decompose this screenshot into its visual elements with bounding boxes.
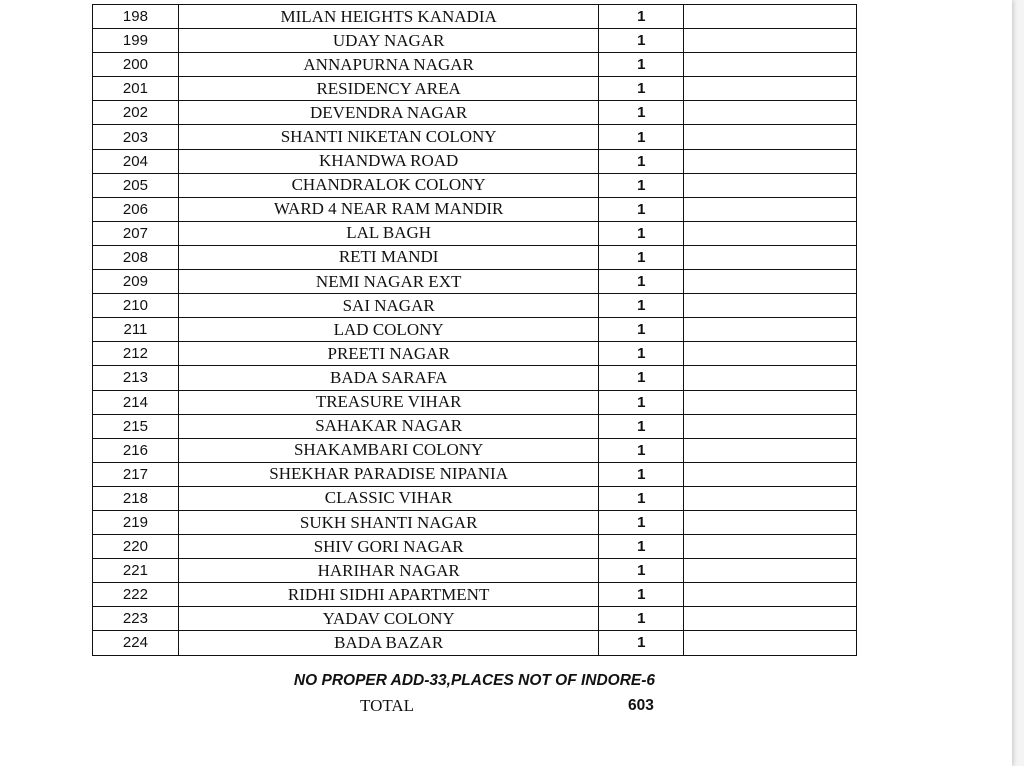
place-name: TREASURE VIHAR xyxy=(178,390,599,414)
place-name: SUKH SHANTI NAGAR xyxy=(178,510,599,534)
empty-cell xyxy=(684,631,857,655)
count-value: 1 xyxy=(599,583,684,607)
count-value: 1 xyxy=(599,535,684,559)
count-value: 1 xyxy=(599,173,684,197)
empty-cell xyxy=(684,221,857,245)
row-number: 223 xyxy=(93,607,179,631)
row-number: 208 xyxy=(93,245,179,269)
count-value: 1 xyxy=(599,29,684,53)
count-value: 1 xyxy=(599,197,684,221)
place-name: LAL BAGH xyxy=(178,221,599,245)
empty-cell xyxy=(684,607,857,631)
empty-cell xyxy=(684,5,857,29)
row-number: 205 xyxy=(93,173,179,197)
empty-cell xyxy=(684,149,857,173)
count-value: 1 xyxy=(599,559,684,583)
row-number: 216 xyxy=(93,438,179,462)
place-name: ANNAPURNA NAGAR xyxy=(178,53,599,77)
place-name: CLASSIC VIHAR xyxy=(178,486,599,510)
count-value: 1 xyxy=(599,607,684,631)
empty-cell xyxy=(684,77,857,101)
table-row xyxy=(93,221,857,245)
row-number: 222 xyxy=(93,583,179,607)
count-value: 1 xyxy=(599,462,684,486)
table-row xyxy=(93,510,857,534)
count-value: 1 xyxy=(599,342,684,366)
total-value: 603 xyxy=(628,697,654,714)
place-name: YADAV COLONY xyxy=(178,607,599,631)
count-value: 1 xyxy=(599,294,684,318)
table-row xyxy=(93,535,857,559)
count-value: 1 xyxy=(599,221,684,245)
table-row xyxy=(93,245,857,269)
row-number: 213 xyxy=(93,366,179,390)
place-name: MILAN HEIGHTS KANADIA xyxy=(178,5,599,29)
empty-cell xyxy=(684,510,857,534)
table-row xyxy=(93,414,857,438)
place-name: PREETI NAGAR xyxy=(178,342,599,366)
place-name: SHEKHAR PARADISE NIPANIA xyxy=(178,462,599,486)
empty-cell xyxy=(684,29,857,53)
place-name: SHAKAMBARI COLONY xyxy=(178,438,599,462)
place-name: SAHAKAR NAGAR xyxy=(178,414,599,438)
total-label: TOTAL xyxy=(360,696,415,715)
place-name: RESIDENCY AREA xyxy=(178,77,599,101)
row-number: 215 xyxy=(93,414,179,438)
row-number: 207 xyxy=(93,221,179,245)
empty-cell xyxy=(684,53,857,77)
table-row xyxy=(93,149,857,173)
table-row xyxy=(93,294,857,318)
table-row xyxy=(93,318,857,342)
empty-cell xyxy=(684,197,857,221)
count-value: 1 xyxy=(599,390,684,414)
empty-cell xyxy=(684,559,857,583)
table-row xyxy=(93,125,857,149)
places-table xyxy=(92,4,857,656)
empty-cell xyxy=(684,173,857,197)
count-value: 1 xyxy=(599,318,684,342)
row-number: 220 xyxy=(93,535,179,559)
table-row xyxy=(93,559,857,583)
place-name: HARIHAR NAGAR xyxy=(178,559,599,583)
row-number: 202 xyxy=(93,101,179,125)
place-name: WARD 4 NEAR RAM MANDIR xyxy=(178,197,599,221)
empty-cell xyxy=(684,342,857,366)
row-number: 210 xyxy=(93,294,179,318)
table-row xyxy=(93,77,857,101)
table-row xyxy=(93,631,857,655)
table-row xyxy=(93,29,857,53)
table-row xyxy=(93,197,857,221)
empty-cell xyxy=(684,438,857,462)
empty-cell xyxy=(684,583,857,607)
row-number: 206 xyxy=(93,197,179,221)
count-value: 1 xyxy=(599,245,684,269)
empty-cell xyxy=(684,101,857,125)
empty-cell xyxy=(684,294,857,318)
table-row xyxy=(93,607,857,631)
place-name: SAI NAGAR xyxy=(178,294,599,318)
count-value: 1 xyxy=(599,77,684,101)
table-row xyxy=(93,438,857,462)
place-name: SHANTI NIKETAN COLONY xyxy=(178,125,599,149)
empty-cell xyxy=(684,390,857,414)
row-number: 211 xyxy=(93,318,179,342)
place-name: CHANDRALOK COLONY xyxy=(178,173,599,197)
count-value: 1 xyxy=(599,101,684,125)
row-number: 200 xyxy=(93,53,179,77)
count-value: 1 xyxy=(599,438,684,462)
table-row xyxy=(93,53,857,77)
row-number: 212 xyxy=(93,342,179,366)
place-name: RIDHI SIDHI APARTMENT xyxy=(178,583,599,607)
count-value: 1 xyxy=(599,125,684,149)
empty-cell xyxy=(684,535,857,559)
count-value: 1 xyxy=(599,53,684,77)
row-number: 217 xyxy=(93,462,179,486)
place-name: SHIV GORI NAGAR xyxy=(178,535,599,559)
count-value: 1 xyxy=(599,5,684,29)
count-value: 1 xyxy=(599,510,684,534)
row-number: 199 xyxy=(93,29,179,53)
table-row xyxy=(93,366,857,390)
table-row xyxy=(93,101,857,125)
footer-note: NO PROPER ADD-33,PLACES NOT OF INDORE-6 xyxy=(293,672,656,689)
table-row xyxy=(93,5,857,29)
row-number: 214 xyxy=(93,390,179,414)
place-name: BADA BAZAR xyxy=(178,631,599,655)
row-number: 221 xyxy=(93,559,179,583)
row-number: 204 xyxy=(93,149,179,173)
empty-cell xyxy=(684,125,857,149)
row-number: 224 xyxy=(93,631,179,655)
row-number: 218 xyxy=(93,486,179,510)
count-value: 1 xyxy=(599,486,684,510)
count-value: 1 xyxy=(599,631,684,655)
empty-cell xyxy=(684,270,857,294)
table-row xyxy=(93,462,857,486)
place-name: KHANDWA ROAD xyxy=(178,149,599,173)
row-number: 198 xyxy=(93,5,179,29)
table-body xyxy=(93,5,857,656)
place-name: BADA SARAFA xyxy=(178,366,599,390)
table-row xyxy=(93,486,857,510)
empty-cell xyxy=(684,245,857,269)
table-row xyxy=(93,583,857,607)
table-row xyxy=(93,342,857,366)
empty-cell xyxy=(684,486,857,510)
row-number: 201 xyxy=(93,77,179,101)
count-value: 1 xyxy=(599,414,684,438)
empty-cell xyxy=(684,414,857,438)
place-name: DEVENDRA NAGAR xyxy=(178,101,599,125)
count-value: 1 xyxy=(599,366,684,390)
empty-cell xyxy=(684,462,857,486)
place-name: NEMI NAGAR EXT xyxy=(178,270,599,294)
place-name: UDAY NAGAR xyxy=(178,29,599,53)
table-row xyxy=(93,270,857,294)
count-value: 1 xyxy=(599,270,684,294)
table-row xyxy=(93,390,857,414)
table-row xyxy=(93,173,857,197)
count-value: 1 xyxy=(599,149,684,173)
empty-cell xyxy=(684,318,857,342)
row-number: 219 xyxy=(93,510,179,534)
place-name: LAD COLONY xyxy=(178,318,599,342)
row-number: 203 xyxy=(93,125,179,149)
place-name: RETI MANDI xyxy=(178,245,599,269)
empty-cell xyxy=(684,366,857,390)
row-number: 209 xyxy=(93,270,179,294)
